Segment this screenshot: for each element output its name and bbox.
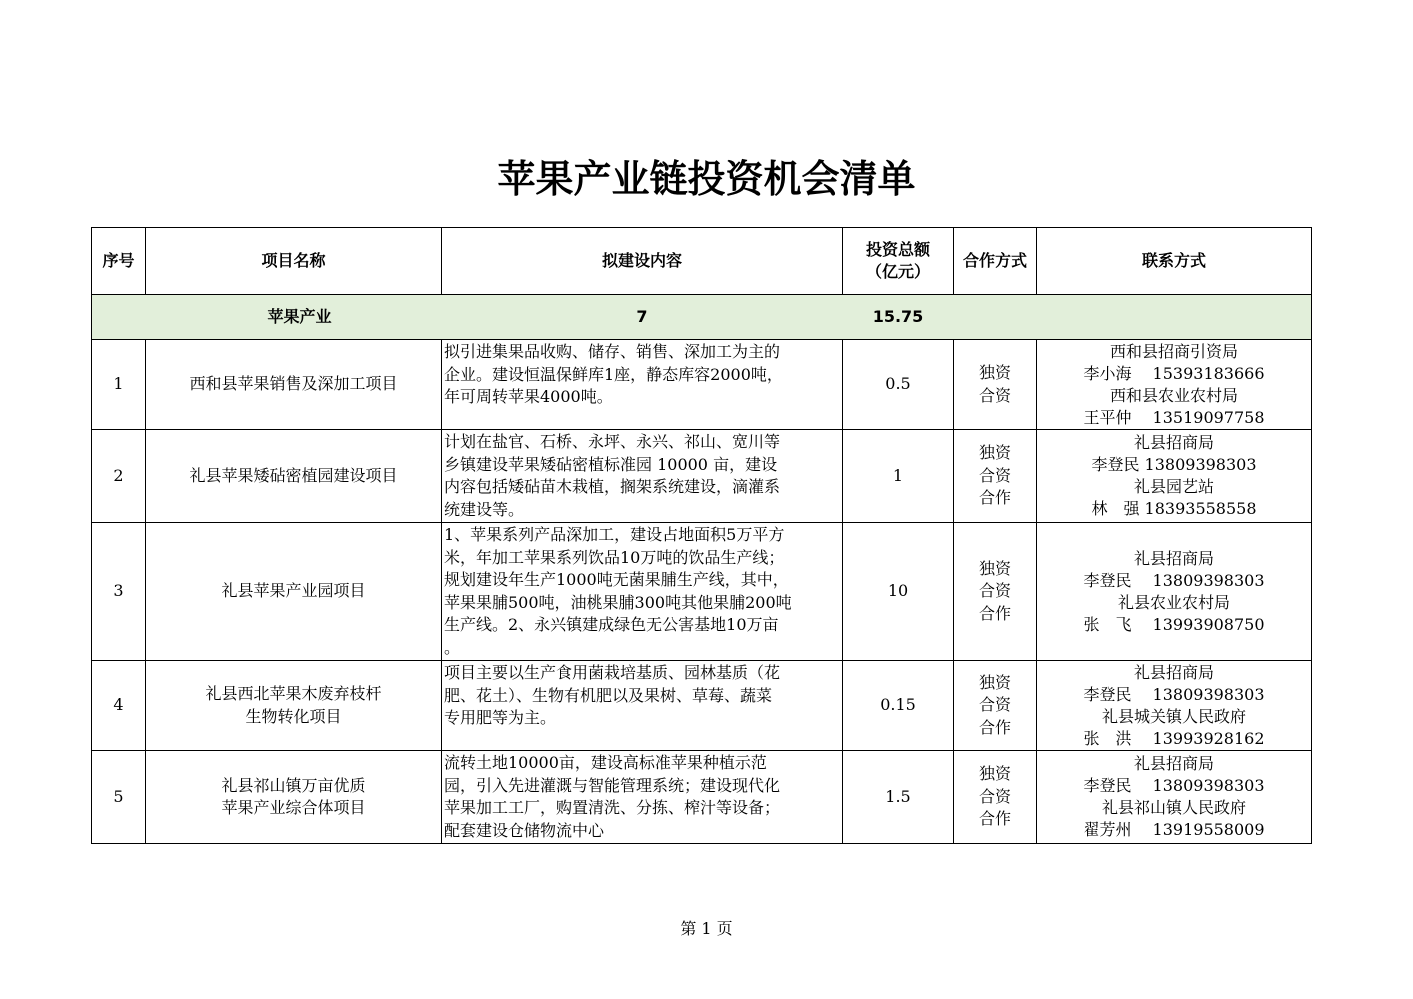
header-mode: 合作方式 <box>954 228 1037 295</box>
cooperation-mode: 独资 合资 合作 <box>954 430 1037 523</box>
project-name: 礼县苹果矮砧密植园建设项目 <box>146 430 442 523</box>
category-label: 苹果产业 <box>92 295 442 340</box>
cooperation-mode: 独资 合资 <box>954 340 1037 430</box>
project-name: 礼县祁山镇万亩优质 苹果产业综合体项目 <box>146 751 442 844</box>
contact-info: 礼县招商局 李登民 13809398303 礼县祁山镇人民政府 翟芳州 13919558009 <box>1037 751 1312 844</box>
header-no: 序号 <box>92 228 146 295</box>
header-row <box>92 228 1312 295</box>
row-number: 1 <box>92 340 146 430</box>
project-name: 礼县苹果产业园项目 <box>146 523 442 661</box>
row-number: 3 <box>92 523 146 661</box>
investment-amount: 0.5 <box>843 340 954 430</box>
project-content: 流转土地10000亩，建设高标准苹果种植示范 园，引入先进灌溉与智能管理系统；建设现代化 苹果加工工厂，购置清洗、分拣、榨汁等设备； 配套建设仓储物流中心 <box>442 751 843 844</box>
cooperation-mode: 独资 合资 合作 <box>954 661 1037 751</box>
header-contact: 联系方式 <box>1037 228 1312 295</box>
investment-amount: 0.15 <box>843 661 954 751</box>
header-amount: 投资总额 （亿元） <box>843 228 954 295</box>
row-number: 2 <box>92 430 146 523</box>
contact-info: 礼县招商局 李登民 13809398303 礼县园艺站 林 强 18393558558 <box>1037 430 1312 523</box>
category-empty <box>954 295 1312 340</box>
project-content: 项目主要以生产食用菌栽培基质、园林基质（花 肥、花土）、生物有机肥以及果树、草莓、蔬菜 专用肥等为主。 <box>442 661 843 751</box>
header-content: 拟建设内容 <box>442 228 843 295</box>
investment-table <box>91 227 1312 844</box>
contact-info: 礼县招商局 李登民 13809398303 礼县农业农村局 张 飞 13993908750 <box>1037 523 1312 661</box>
row-number: 5 <box>92 751 146 844</box>
project-content: 1、苹果系列产品深加工，建设占地面积5万平方 米，年加工苹果系列饮品10万吨的饮品生产线； 规划建设年生产1000吨无菌果脯生产线，其中， 苹果果脯500吨，油桃果脯300吨其他果脯200吨 生产线。2、永兴镇建成绿色无公害基地10万亩 。 <box>442 523 843 661</box>
project-name: 礼县西北苹果木废弃枝杆 生物转化项目 <box>146 661 442 751</box>
investment-amount: 1.5 <box>843 751 954 844</box>
cooperation-mode: 独资 合资 合作 <box>954 523 1037 661</box>
category-count: 7 <box>442 295 843 340</box>
table-row <box>92 661 1312 751</box>
investment-amount: 10 <box>843 523 954 661</box>
header-name: 项目名称 <box>146 228 442 295</box>
table-row <box>92 751 1312 844</box>
table-row <box>92 340 1312 430</box>
contact-info: 礼县招商局 李登民 13809398303 礼县城关镇人民政府 张 洪 13993928162 <box>1037 661 1312 751</box>
row-number: 4 <box>92 661 146 751</box>
category-row <box>92 295 1312 340</box>
investment-amount: 1 <box>843 430 954 523</box>
project-content: 计划在盐官、石桥、永坪、永兴、祁山、宽川等 乡镇建设苹果矮砧密植标准园 10000 亩，建设 内容包括矮砧苗木栽植，搁架系统建设，滴灌系 统建设等。 <box>442 430 843 523</box>
table-row <box>92 430 1312 523</box>
project-content: 拟引进集果品收购、储存、销售、深加工为主的 企业。建设恒温保鲜库1座，静态库容2000吨， 年可周转苹果4000吨。 <box>442 340 843 430</box>
page-title: 苹果产业链投资机会清单 <box>497 157 916 201</box>
contact-info: 西和县招商引资局 李小海 15393183666 西和县农业农村局 王平仲 13519097758 <box>1037 340 1312 430</box>
table-row <box>92 523 1312 661</box>
cooperation-mode: 独资 合资 合作 <box>954 751 1037 844</box>
page-number: 第 1 页 <box>680 919 733 938</box>
project-name: 西和县苹果销售及深加工项目 <box>146 340 442 430</box>
category-total: 15.75 <box>843 295 954 340</box>
